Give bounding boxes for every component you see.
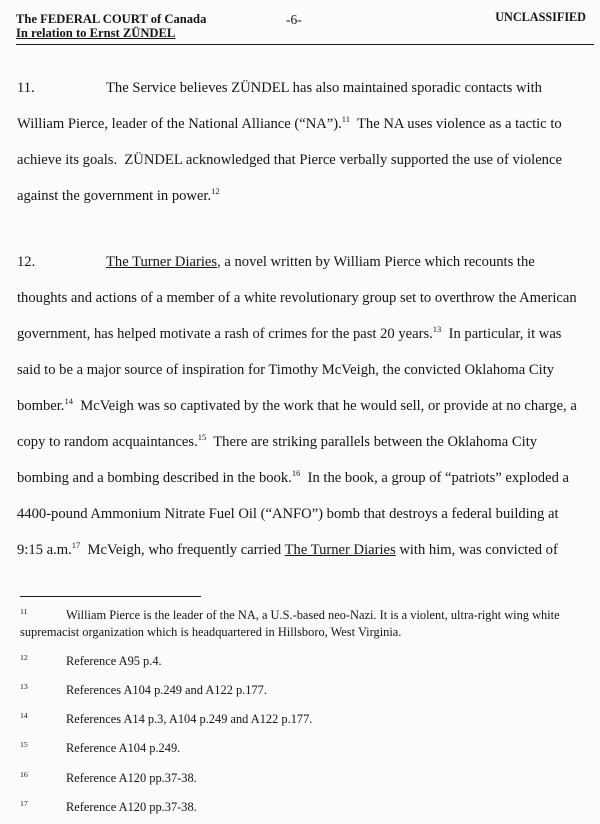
footnote-reference: 11	[341, 114, 350, 124]
court-name: The FEDERAL COURT of Canada	[16, 12, 207, 26]
text-run: with him, was convicted of	[395, 542, 558, 558]
footnote-text: Reference A104 p.249.	[66, 741, 181, 755]
text-run: McVeigh was so captivated by the work that he would sell, or provide at no charge, a	[72, 398, 577, 414]
footnote-text: Reference A95 p.4.	[66, 654, 162, 668]
footnote-reference: 16	[291, 468, 301, 478]
text-run: William Pierce, leader of the National Alliance (“NA”).	[17, 116, 342, 132]
paragraph-line	[17, 433, 537, 451]
text-run: The Service believes ZÜNDEL has also maintained sporadic contacts with	[106, 80, 542, 96]
footnote-number: 14	[20, 711, 28, 720]
footnote-number: 12	[20, 653, 28, 662]
text-run: 4400-pound Ammonium Nitrate Fuel Oil (“ANFO”) bomb that destroys a federal building at	[17, 506, 559, 522]
header-left	[16, 12, 206, 40]
paragraph-number: 11.	[17, 80, 35, 96]
text-run: said to be a major source of inspiration for Timothy McVeigh, the convicted Oklahoma City	[17, 362, 555, 378]
footnote-number: 16	[20, 770, 28, 779]
text-run: achieve its goals. ZÜNDEL acknowledged that Pierce verbally supported the use of violence	[17, 152, 562, 168]
text-run: government, has helped motivate a rash of crimes for the past 20 years.	[17, 326, 433, 342]
footnote-reference: 12	[211, 186, 220, 196]
footnote-reference: 13	[432, 324, 442, 334]
text-run: There are striking parallels between the Oklahoma City	[206, 434, 538, 450]
paragraph-line	[17, 541, 558, 559]
paragraph-line	[17, 469, 569, 487]
text-run: In the book, a group of “patriots” exploded a	[300, 470, 569, 486]
footnote-text: Reference A120 pp.37-38.	[66, 800, 197, 814]
text-run: 9:15 a.m.	[17, 542, 72, 558]
text-run: copy to random acquaintances.	[17, 434, 198, 450]
text-run: In particular, it was	[441, 326, 562, 342]
page-header	[16, 8, 594, 45]
footnote-reference: 15	[197, 432, 207, 442]
footnote-text: supremacist organization which is headquartered in Hillsboro, West Virginia.	[20, 625, 402, 639]
text-run: McVeigh, who frequently carried	[80, 542, 285, 558]
classification-label: UNCLASSIFIED	[495, 10, 586, 24]
paragraph-line	[17, 187, 220, 205]
text-run: The NA uses violence as a tactic to	[349, 116, 562, 132]
case-relation: In relation to Ernst ZÜNDEL	[16, 26, 176, 40]
paragraph-line	[17, 289, 577, 307]
paragraph-line	[17, 361, 554, 379]
text-run: bomber.	[17, 398, 65, 414]
footnote-text: Reference A120 pp.37-38.	[66, 771, 197, 785]
page-number: -6-	[286, 12, 302, 27]
text-run: thoughts and actions of a member of a white revolutionary group set to overthrow the American	[17, 290, 577, 306]
text-run: against the government in power.	[17, 188, 212, 204]
text-run: bombing and a bombing described in the book.	[17, 470, 292, 486]
book-title: The Turner Diaries	[284, 542, 396, 558]
paragraph-line	[106, 79, 542, 97]
paragraph-line	[17, 325, 561, 343]
paragraph-line	[17, 115, 562, 133]
paragraph-line	[17, 397, 577, 415]
footnote-text: William Pierce is the leader of the NA, a U.S.-based neo-Nazi. It is a violent, ultra-right wing white	[66, 608, 560, 622]
paragraph-line	[17, 151, 562, 169]
paragraph-number: 12.	[17, 254, 36, 270]
paragraph-line	[106, 253, 535, 271]
footnote-number: 11	[20, 607, 28, 616]
footnote-reference: 17	[71, 540, 81, 550]
footnote-number: 15	[20, 740, 28, 749]
footnote-text: References A14 p.3, A104 p.249 and A122 p.177.	[66, 712, 313, 726]
footnote-reference: 14	[64, 396, 73, 406]
footnote-number: 13	[20, 682, 28, 691]
book-title: The Turner Diaries	[106, 254, 218, 270]
footnote-separator	[20, 596, 201, 597]
footnote-number: 17	[20, 799, 28, 808]
footnote-text: References A104 p.249 and A122 p.177.	[66, 683, 267, 697]
paragraph-line	[17, 505, 559, 523]
text-run: , a novel written by William Pierce which recounts the	[217, 254, 535, 270]
